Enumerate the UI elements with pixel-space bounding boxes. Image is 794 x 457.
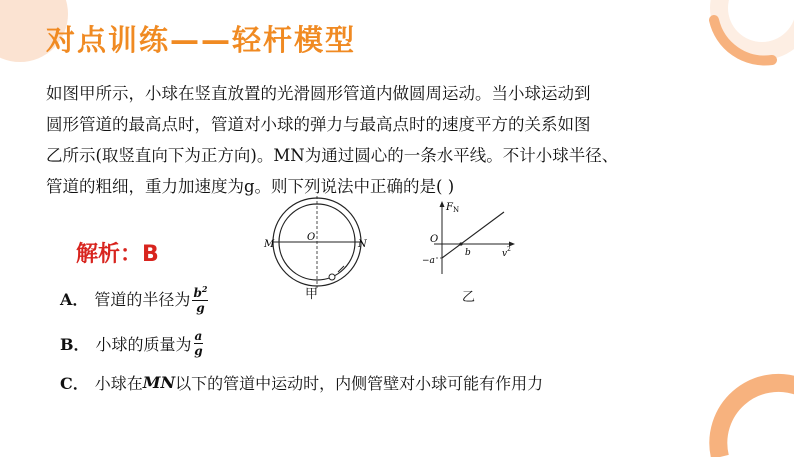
label-f: F	[446, 202, 453, 213]
fraction-denominator: g	[196, 301, 205, 315]
option-a-text: 管道的半径为	[94, 290, 191, 309]
figure-b-caption: 乙	[462, 290, 476, 305]
label-n: N	[358, 239, 367, 250]
fraction-numerator: a	[194, 329, 203, 343]
question-text	[46, 78, 766, 202]
option-c	[60, 371, 543, 394]
answer-label: 解析：B	[76, 242, 159, 267]
label-o: O	[307, 232, 316, 243]
fraction-denominator: g	[194, 344, 203, 358]
question-line: 圆形管道的最高点时，管道对小球的弹力与最高点时的速度平方的关系如图	[46, 115, 591, 134]
label-b: b	[465, 248, 471, 258]
ball	[329, 274, 335, 280]
option-a	[60, 283, 208, 314]
option-c-text-before: 小球在	[94, 374, 143, 393]
page-title: 对点训练——轻杆模型	[46, 23, 357, 57]
graph-line	[442, 212, 504, 258]
question-line: 如图甲所示，小球在竖直放置的光滑圆形管道内做圆周运动。当小球运动到	[46, 84, 591, 103]
label-m: M	[264, 239, 275, 250]
option-a-key: A．	[60, 290, 89, 309]
figure-a-caption: 甲	[305, 287, 319, 302]
label-f-sub: N	[453, 206, 460, 214]
option-b	[60, 330, 203, 357]
figure-b-graph	[420, 198, 520, 278]
label-o: O	[430, 234, 439, 245]
fraction-exponent: 2	[201, 284, 208, 294]
decor-arc-bottom-right	[690, 347, 794, 457]
question-line: 乙所示(取竖直向下为正方向)。MN为通过圆心的一条水平线。不计小球半径、	[46, 146, 619, 165]
question-line: 管道的粗细，重力加速度为g。则下列说法中正确的是( )	[46, 177, 455, 196]
option-b-key: B．	[60, 335, 90, 354]
fraction-numerator: b	[193, 286, 202, 300]
fraction-b2-over-g	[192, 283, 208, 314]
option-c-text-after: 以下的管道中运动时，内侧管壁对小球可能有作用力	[175, 374, 544, 393]
y-axis-arrow	[440, 201, 445, 207]
label-v: v	[502, 249, 508, 259]
fraction-a-over-g	[194, 330, 204, 357]
option-c-mn: MN	[142, 373, 176, 392]
point-b	[459, 242, 462, 245]
label-neg-a: −a	[422, 256, 435, 266]
option-c-key: C．	[60, 374, 89, 393]
label-v-sup: 2	[507, 246, 511, 253]
option-b-text: 小球的质量为	[95, 335, 192, 354]
